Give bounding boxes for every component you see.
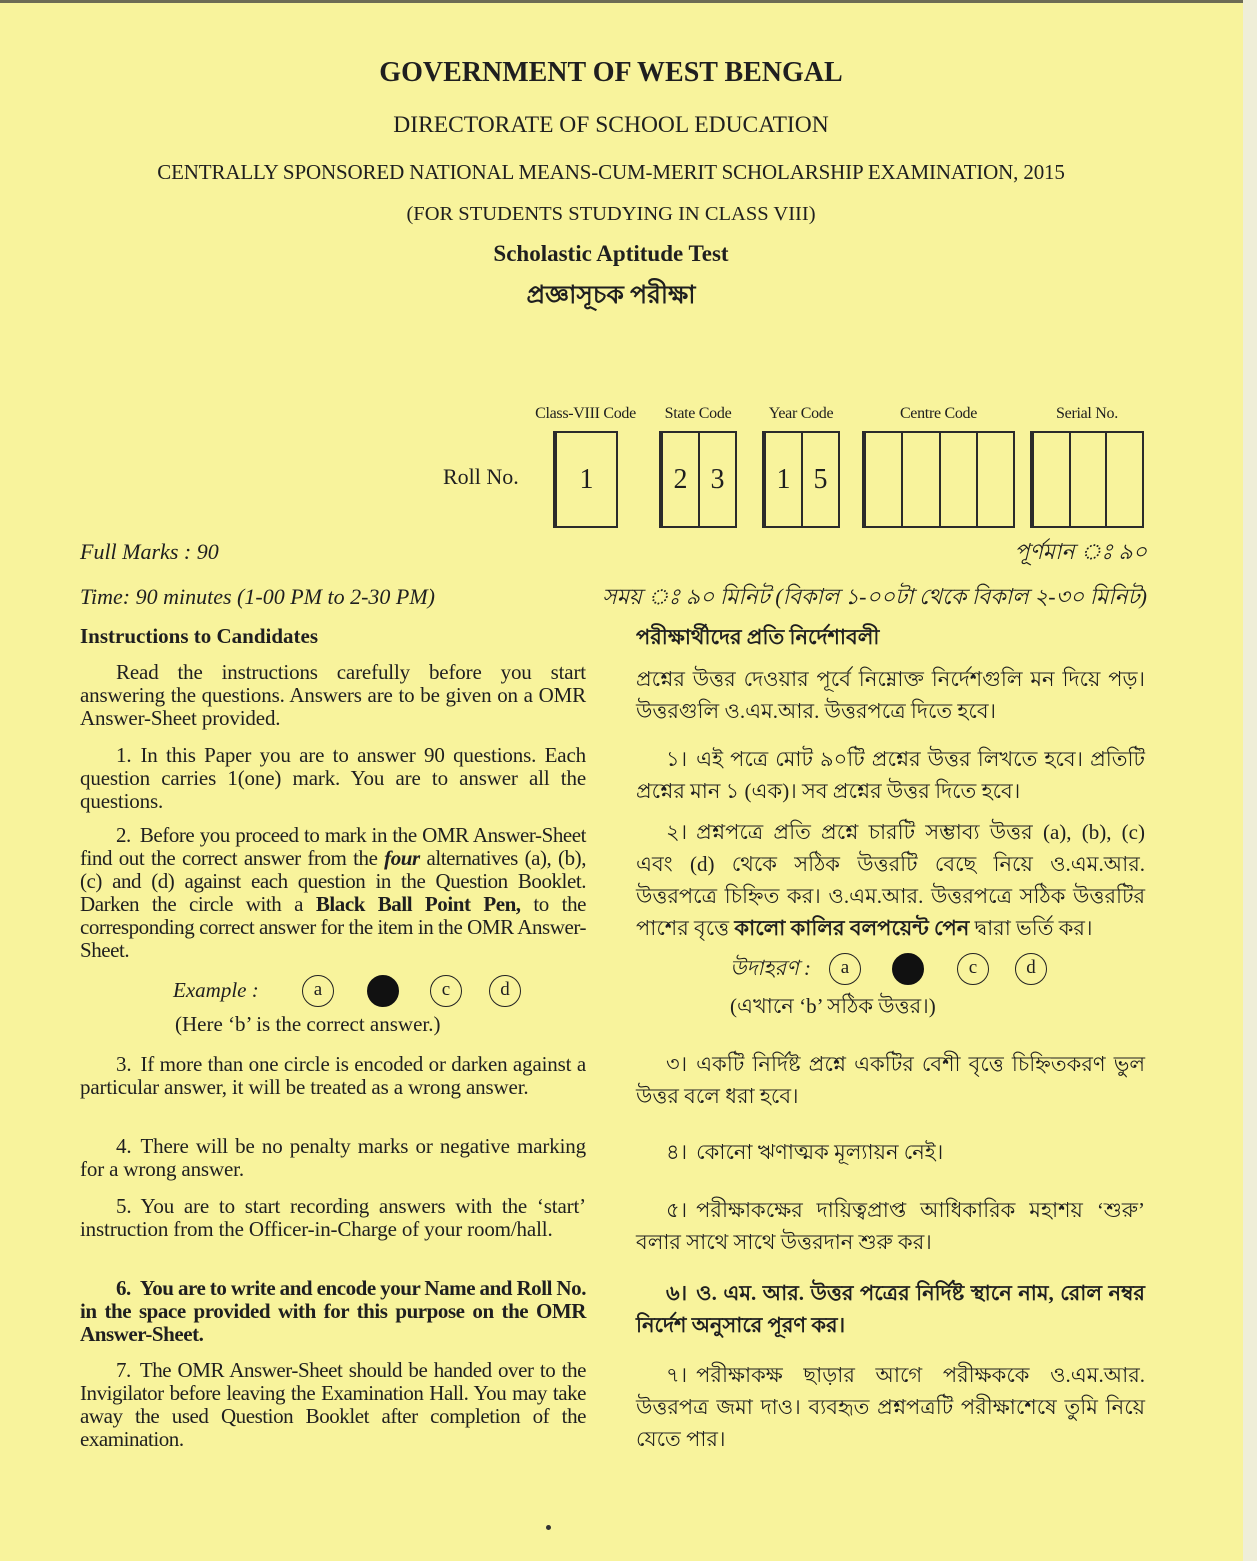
roll-digit-box: 3 bbox=[698, 433, 735, 526]
instruction-number: 6. bbox=[116, 1276, 131, 1300]
roll-group-year-code bbox=[762, 405, 840, 528]
roll-group-label: Class-VIII Code bbox=[535, 405, 636, 422]
instruction-text: একটি নির্দিষ্ট প্রশ্নে একটির বেশী বৃত্তে চিহ্নিতকরণ ভুল উত্তর বলে ধরা হবে। bbox=[636, 1052, 1145, 1108]
instruction-3 bbox=[80, 1053, 586, 1099]
example-note: (Here ‘b’ is the correct answer.) bbox=[175, 1012, 441, 1036]
roll-digit-box: 5 bbox=[801, 433, 838, 526]
roll-digit-box bbox=[976, 433, 1013, 526]
instruction-number: ৭। bbox=[666, 1363, 688, 1387]
instruction-1-bengali bbox=[636, 743, 1145, 807]
roll-group-label: Year Code bbox=[768, 405, 834, 422]
full-marks: Full Marks : 90 bbox=[80, 539, 219, 564]
instruction-text: Before you proceed to mark in the OMR Answer-Sheet find out the correct answer from the bbox=[80, 823, 586, 870]
instruction-text: If more than one circle is encoded or darken against a particular answer, it will be treated as a wrong answer. bbox=[80, 1052, 586, 1099]
instruction-number: ৪। bbox=[666, 1140, 688, 1164]
header-directorate: DIRECTORATE OF SCHOOL EDUCATION bbox=[393, 112, 829, 138]
instruction-number: ৫। bbox=[666, 1198, 688, 1222]
scan-right-margin bbox=[1243, 0, 1257, 1561]
instruction-text: alternatives (a), (b), (c) and (d) against each question in the Question Booklet. Darken the circle with a bbox=[80, 846, 586, 916]
instruction-6-bengali bbox=[636, 1277, 1145, 1341]
instruction-number: 7. bbox=[116, 1358, 131, 1382]
example-option-circle: c bbox=[430, 975, 462, 1007]
instructions-heading: Instructions to Candidates bbox=[80, 624, 319, 648]
example-label: Example : bbox=[173, 978, 259, 1002]
example-option-circle: c bbox=[957, 953, 989, 985]
instruction-7 bbox=[80, 1359, 586, 1451]
roll-digit-box: 1 bbox=[555, 433, 616, 526]
instruction-6 bbox=[80, 1277, 586, 1346]
bold-text: কালো কালির বলপয়েন্ট পেন bbox=[734, 916, 970, 940]
roll-digit-box bbox=[1105, 433, 1142, 526]
instruction-number: 5. bbox=[116, 1194, 132, 1218]
roll-digit-box bbox=[1032, 433, 1069, 526]
roll-number-label: Roll No. bbox=[443, 464, 519, 489]
roll-group-class-code bbox=[535, 405, 636, 528]
instruction-text: ও. এম. আর. উত্তর পত্রের নির্দিষ্ট স্থানে নাম, রোল নম্বর নির্দেশ অনুসারে পূরণ কর। bbox=[636, 1281, 1145, 1337]
instruction-text: You are to write and encode your Name and Roll No. in the space provided with for this purpose on the OMR Answer-Sheet. bbox=[80, 1276, 586, 1346]
example-option-circle: a bbox=[829, 953, 861, 985]
instruction-2-bengali bbox=[636, 816, 1145, 944]
instruction-3-bengali bbox=[636, 1048, 1145, 1112]
exam-time-bengali: সময় ঃ ৯০ মিনিট (বিকাল ১-০০টা থেকে বিকাল ২-৩০ মিনিট) bbox=[602, 584, 1147, 609]
instruction-text: The OMR Answer-Sheet should be handed over to the Invigilator before leaving the Examination Hall. You may take away the used Question Booklet after completion of the examination. bbox=[80, 1358, 586, 1451]
test-name-bengali: প্রজ্ঞাসূচক পরীক্ষা bbox=[526, 282, 696, 309]
instruction-4 bbox=[80, 1135, 586, 1181]
roll-digit-box bbox=[864, 433, 901, 526]
scan-speck bbox=[546, 1525, 551, 1530]
instruction-text: পরীক্ষাকক্ষের দায়িত্বপ্রাপ্ত আধিকারিক মহাশয় ‘শুরু’ বলার সাথে সাথে উত্তরদান শুরু কর। bbox=[636, 1198, 1145, 1254]
instruction-number: ২। bbox=[666, 820, 688, 844]
instruction-text: প্রশ্নপত্রে প্রতি প্রশ্নে চারটি সম্ভাব্য উত্তর (a), (b), (c) এবং (d) থেকে সঠিক উত্তরটি বেছে নিয়ে ও.এম.আর. উত্তরপত্রে চিহ্নিত কর। ও.এম.আর. উত্তরপত্রে সঠিক উত্তরটির পাশের বৃত্তে bbox=[636, 820, 1145, 940]
instruction-5-bengali bbox=[636, 1194, 1145, 1258]
example-option-circle: d bbox=[489, 975, 521, 1007]
example-option-circle: a bbox=[302, 975, 334, 1007]
instruction-number: 3. bbox=[116, 1052, 132, 1076]
roll-group-serial-no bbox=[1030, 405, 1144, 528]
header-government: GOVERNMENT OF WEST BENGAL bbox=[379, 57, 843, 88]
instruction-text: In this Paper you are to answer 90 questions. Each question carries 1(one) mark. You are to answer all the questions. bbox=[80, 743, 586, 813]
instruction-2 bbox=[80, 824, 586, 962]
full-marks-bengali: পূর্ণমান ঃ ৯০ bbox=[1014, 539, 1147, 564]
roll-digit-box bbox=[939, 433, 976, 526]
instruction-number: 4. bbox=[116, 1134, 132, 1158]
bold-text: Black Ball Point Pen, bbox=[315, 892, 521, 916]
instructions-heading-bengali: পরীক্ষার্থীদের প্রতি নির্দেশাবলী bbox=[636, 625, 880, 649]
roll-group-centre-code bbox=[862, 405, 1015, 528]
example-option-circle: d bbox=[1015, 953, 1047, 985]
roll-group-label: Centre Code bbox=[899, 405, 978, 422]
exam-time: Time: 90 minutes (1-00 PM to 2-30 PM) bbox=[80, 584, 435, 609]
instruction-number: ৬। bbox=[666, 1281, 688, 1305]
instruction-7-bengali bbox=[636, 1359, 1145, 1455]
instruction-5 bbox=[80, 1195, 586, 1241]
roll-group-label: Serial No. bbox=[1056, 405, 1118, 422]
roll-digit-box: 1 bbox=[764, 433, 801, 526]
scan-top-edge bbox=[0, 0, 1257, 3]
instruction-number: ১। bbox=[666, 747, 688, 771]
example-label-bengali: উদাহরণ : bbox=[730, 956, 812, 980]
example-note-bengali: (এখানে ‘b’ সঠিক উত্তর।) bbox=[730, 994, 936, 1018]
instruction-text: পরীক্ষাকক্ষ ছাড়ার আগে পরীক্ষককে ও.এম.আর. উত্তরপত্র জমা দাও। ব্যবহৃত প্রশ্নপত্রটি পরীক্ষাশেষে তুমি নিয়ে যেতে পার। bbox=[636, 1363, 1145, 1451]
instruction-4-bengali bbox=[636, 1136, 1145, 1168]
header-class-note: (FOR STUDENTS STUDYING IN CLASS VIII) bbox=[406, 203, 816, 225]
test-name: Scholastic Aptitude Test bbox=[493, 241, 729, 266]
roll-digit-box bbox=[901, 433, 938, 526]
example-option-circle bbox=[892, 953, 924, 985]
roll-group-label: State Code bbox=[664, 405, 732, 422]
instruction-1 bbox=[80, 744, 586, 813]
instruction-text: to the corresponding correct answer for the item in the OMR Answer-Sheet. bbox=[80, 892, 586, 962]
instructions-intro: Read the instructions carefully before you start answering the questions. Answers are to be given on a OMR Answer-Sheet provided. bbox=[80, 660, 586, 730]
instruction-number: 2. bbox=[116, 823, 131, 847]
instruction-text: দ্বারা ভর্তি কর। bbox=[969, 916, 1093, 940]
emphasis-text: four bbox=[384, 846, 420, 870]
roll-group-state-code bbox=[659, 405, 737, 528]
header-examination: CENTRALLY SPONSORED NATIONAL MEANS-CUM-MERIT SCHOLARSHIP EXAMINATION, 2015 bbox=[157, 160, 1065, 184]
example-option-circle bbox=[367, 975, 399, 1007]
roll-digit-box bbox=[1069, 433, 1106, 526]
instructions-intro-bengali: প্রশ্নের উত্তর দেওয়ার পূর্বে নিম্নোক্ত নির্দেশগুলি মন দিয়ে পড়। উত্তরগুলি ও.এম.আর. উত্তরপত্রে দিতে হবে। bbox=[636, 667, 1145, 723]
instruction-text: There will be no penalty marks or negative marking for a wrong answer. bbox=[80, 1134, 586, 1181]
instruction-text: কোনো ঋণাত্মক মূল্যায়ন নেই। bbox=[696, 1140, 944, 1164]
instruction-number: ৩। bbox=[666, 1052, 688, 1076]
instruction-text: এই পত্রে মোট ৯০টি প্রশ্নের উত্তর লিখতে হবে। প্রতিটি প্রশ্নের মান ১ (এক)। সব প্রশ্নের উত্তর দিতে হবে। bbox=[636, 747, 1145, 803]
roll-digit-box: 2 bbox=[661, 433, 698, 526]
instruction-number: 1. bbox=[116, 743, 132, 767]
instruction-text: You are to start recording answers with the ‘start’ instruction from the Officer-in-Charge of your room/hall. bbox=[80, 1194, 586, 1241]
